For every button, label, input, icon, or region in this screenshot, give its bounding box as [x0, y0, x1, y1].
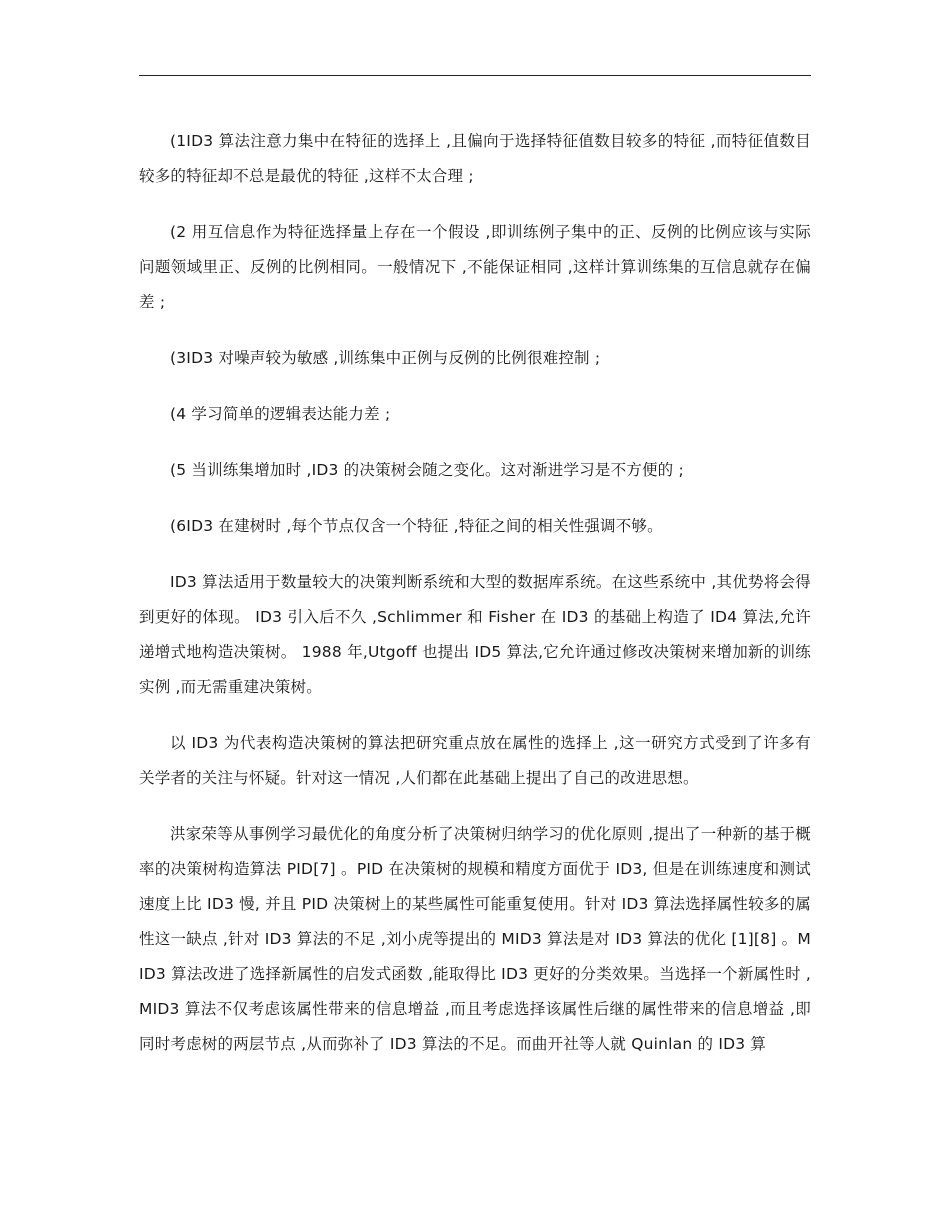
header-rule — [139, 75, 811, 76]
paragraph-id3-drawback-2: (2 用互信息作为特征选择量上存在一个假设 ,即训练例子集中的正、反例的比例应该与实际问题领域里正、反例的比例相同。一般情况下 ,不能保证相同 ,这样计算训练集的互信息就存在偏差 ; — [139, 223, 811, 311]
paragraph-id3-drawback-6: (6ID3 在建树时 ,每个节点仅含一个特征 ,特征之间的相关性强调不够。 — [170, 517, 663, 535]
paragraph-id3-drawback-3: (3ID3 对噪声较为敏感 ,训练集中正例与反例的比例很难控制 ; — [170, 349, 601, 367]
paragraph-improvements: 洪家荣等从事例学习最优化的角度分析了决策树归纳学习的优化原则 ,提出了一种新的基于概率的决策树构造算法 PID[7] 。PID 在决策树的规模和精度方面优于 ID3, 但是在训练速度和测试速度上比 ID3 慢, 并且 PID 决策树上的某些属性可能重复使用。针对 ID3 算法选择属性较多的属性这一缺点 ,针对 ID3 算法的不足 ,刘小虎等提出的 MID3 算法是对 ID3 算法的优化 [1][8] 。MID3 算法改进了选择新属性的启发式函数 ,能取得比 ID3 更好的分类效果。当选择一个新属性时 ,MID3 算法不仅考虑该属性带来的信息增益 ,而且考虑选择该属性后继的属性带来的信息增益 ,即同时考虑树的两层节点 ,从而弥补了 ID3 算法的不足。而曲开社等人就 Quinlan 的 ID3 算 — [139, 825, 811, 1053]
paragraph-id3-applications: ID3 算法适用于数量较大的决策判断系统和大型的数据库系统。在这些系统中 ,其优势将会得到更好的体现。 ID3 引入后不久 ,Schlimmer 和 Fisher 在 ID3 的基础上构造了 ID4 算法,允许递增式地构造决策树。 1988 年,Utgoff 也提出 ID5 算法,它允许通过修改决策树来增加新的训练实例 ,而无需重建决策树。 — [139, 573, 811, 696]
paragraph-id3-drawback-5: (5 当训练集增加时 ,ID3 的决策树会随之变化。这对渐进学习是不方便的 ; — [170, 461, 684, 479]
paragraph-attribute-selection: 以 ID3 为代表构造决策树的算法把研究重点放在属性的选择上 ,这一研究方式受到了许多有关学者的关注与怀疑。针对这一情况 ,人们都在此基础上提出了自己的改进思想。 — [139, 734, 811, 787]
paragraph-id3-drawback-4: (4 学习简单的逻辑表达能力差 ; — [170, 405, 391, 423]
paragraph-id3-drawback-1: (1ID3 算法注意力集中在特征的选择上 ,且偏向于选择特征值数目较多的特征 ,而特征值数目较多的特征却不总是最优的特征 ,这样不太合理 ; — [139, 132, 811, 185]
document-body — [139, 124, 811, 1083]
